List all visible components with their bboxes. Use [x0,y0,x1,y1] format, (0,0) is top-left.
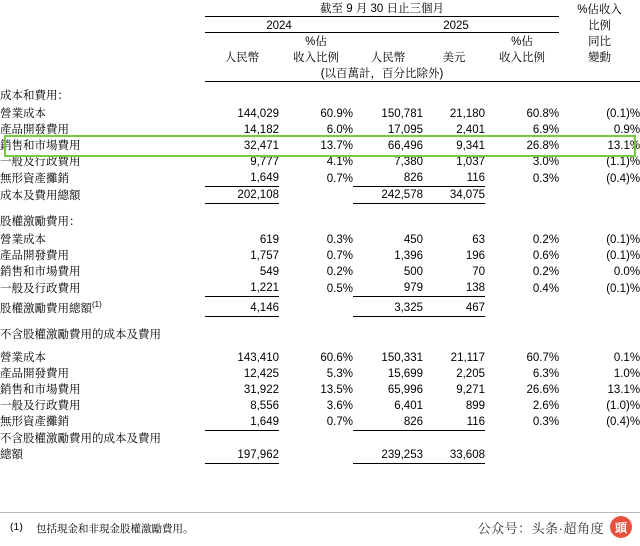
row-rmb-2025: 979 [353,280,423,297]
row-pct-2025 [485,187,559,204]
row-usd-2025: 2,401 [456,124,485,136]
table-row [0,280,640,297]
table-row [0,398,640,414]
row-pct-2025: 2.6% [532,399,560,412]
header-year-2025: 2025 [353,17,559,33]
row-change: (1.0)% [606,399,640,412]
row-rmb-2025: 1,396 [394,250,423,262]
table-row [0,366,640,382]
row-pct-2024: 0.7% [326,172,353,185]
row-rmb-2025: 450 [403,234,423,246]
section-title-1: 股權激勵費用： [0,216,81,228]
spacer-row [0,204,640,214]
row-pct-2025: 0.2% [532,266,560,278]
footnote-marker: (1) [10,521,23,533]
row-rmb-2024: 144,029 [237,108,279,120]
row-pct-2025: 0.4% [532,282,560,295]
row-label: 股權激勵費用總額 [0,302,92,315]
row-change [559,447,640,464]
row-rmb-2025: 239,253 [353,447,423,464]
row-change: (1.1)% [606,156,640,168]
row-label: 營業成本 [0,351,46,364]
row-rmb-2025: 3,325 [353,297,423,317]
watermark-logo-icon: 頭 [610,516,632,538]
row-rmb-2024: 1,649 [205,170,279,187]
table-total-row [0,297,640,317]
row-pct-2024: 60.9% [320,108,353,120]
table-row [0,106,640,122]
row-rmb-2025: 150,331 [381,351,423,364]
row-usd-2025: 1,037 [456,156,485,168]
row-usd-2025: 9,341 [456,140,485,152]
header-blank4 [205,33,279,50]
row-pct-2024 [279,297,353,317]
row-pct-2024: 13.7% [320,140,353,152]
row-pct-2025: 0.2% [532,234,560,246]
row-rmb-2024: 202,108 [205,187,279,204]
header-last-line1: %佔收入 [577,3,622,16]
row-pct-2024: 0.5% [326,282,353,295]
table-total-row [0,430,640,447]
row-rmb-2024: 32,471 [243,140,279,152]
header-period-row [0,0,640,17]
header-last-line2: 比例 [588,19,612,32]
section-title-0: 成本和費用： [0,90,69,102]
header-last-line4: 變動 [588,52,612,64]
header-unit-row [0,65,640,82]
header-pct24-line1: %佔 [305,36,327,48]
header-blank6 [423,33,485,50]
row-usd-2025: 138 [423,280,485,297]
row-change: 13.1% [607,383,640,396]
header-blank8 [0,65,205,82]
header-pct25-line1: %佔 [511,36,533,48]
header-period-title: 截至 9 月 30 日止三個月 [205,0,559,17]
section-title-row [0,87,640,106]
table-row [0,170,640,187]
row-change: (0.1)% [606,250,640,262]
watermark [478,516,632,538]
table-row [0,154,640,170]
row-label: 無形資產攤銷 [0,416,69,429]
watermark-text: 公众号：头条·超角度 [477,520,604,536]
row-label: 銷售和市場費用 [0,140,81,152]
row-label: 營業成本 [0,108,46,120]
header-blank2 [0,17,205,33]
row-change: 0.9% [613,124,640,136]
row-usd-2025: 33,608 [423,447,485,464]
row-label: 一般及行政費用 [0,399,81,412]
row-rmb-2024: 1,649 [205,414,279,431]
row-usd-2025: 63 [472,234,485,246]
header-blank3 [0,33,205,50]
row-pct-2024: 5.3% [326,367,353,380]
row-pct-2025 [485,447,559,464]
row-pct-2025: 0.6% [532,250,560,262]
row-rmb-2025: 826 [353,170,423,187]
row-pct-2024: 0.3% [326,234,353,246]
row-rmb-2024: 549 [259,266,279,278]
row-rmb-2024: 1,221 [205,280,279,297]
section-title-row [0,326,640,345]
row-usd-2025: 467 [423,297,485,317]
row-rmb-2024: 9,777 [250,156,279,168]
row-change: 13.1% [607,140,640,152]
row-label: 成本及費用總額 [0,189,81,202]
row-rmb-2024: 197,962 [205,447,279,464]
row-change: (0.4)% [606,172,640,185]
row-usd-2025: 9,271 [456,383,485,396]
row-change: 0.1% [613,351,640,364]
row-rmb-2024: 4,146 [205,297,279,317]
row-rmb-2025: 17,095 [387,124,423,136]
row-pct-2025: 26.8% [526,140,560,152]
row-label: 不含股權激勵費用的成本及費用 [0,432,161,445]
table-row [0,232,640,248]
row-change: 1.0% [613,367,640,380]
row-pct-2024: 6.0% [326,124,353,136]
row-label: 無形資產攤銷 [0,172,69,185]
row-label: 產品開發費用 [0,124,69,136]
row-rmb-2024: 143,410 [237,351,279,364]
header-rmb-2024: 人民幣 [224,52,260,64]
header-blank7 [0,49,205,65]
row-pct-2025: 0.3% [532,172,560,185]
row-rmb-2025: 500 [403,266,423,278]
table-row [0,264,640,280]
row-pct-2025 [485,297,559,317]
header-year-2024: 2024 [205,17,353,33]
row-usd-2025: 899 [465,399,485,412]
row-pct-2024: 0.2% [326,266,353,278]
row-pct-2024: 0.7% [326,250,353,262]
row-rmb-2025: 7,380 [394,156,423,168]
row-usd-2025: 116 [423,414,485,431]
row-pct-2025: 6.3% [532,367,560,380]
header-pct24-line2: 收入比例 [293,52,339,64]
row-pct-2024: 0.7% [326,416,353,429]
row-pct-2025: 6.9% [532,124,560,136]
row-change [559,297,640,317]
section-title-2: 不含股權激勵費用的成本及費用 [0,328,161,341]
row-usd-2025: 21,180 [449,108,485,120]
header-sub-row-1 [0,33,640,50]
row-change: (0.1)% [606,234,640,246]
row-pct-2024: 4.1% [326,156,353,168]
table-row [0,414,640,431]
row-rmb-2025: 66,496 [387,140,423,152]
header-year-row [0,17,640,33]
row-label: 銷售和市場費用 [0,383,81,396]
row-pct-2025: 0.3% [532,416,560,429]
row-pct-2024 [279,447,353,464]
row-label: 銷售和市場費用 [0,266,81,278]
table-row [0,350,640,366]
row-usd-2025: 70 [472,266,485,278]
table-total-row-cont [0,447,640,464]
row-rmb-2024: 31,922 [243,383,279,396]
header-sub-row-2 [0,49,640,65]
table-row [0,248,640,264]
header-usd-2025: 美元 [442,52,466,64]
row-change: (0.1)% [606,282,640,295]
header-last-rule [559,65,640,82]
spacer-row [0,316,640,326]
table-row-highlighted [0,138,640,154]
row-label: 產品開發費用 [0,250,69,262]
table-row [0,382,640,398]
row-label-wrap [0,297,205,317]
row-rmb-2025: 150,781 [381,108,423,120]
header-last-line3: 同比 [588,36,612,48]
row-label-2: 總額 [0,449,23,462]
row-label: 一般及行政費用 [0,156,81,168]
footer-divider [0,512,640,513]
row-usd-2025: 21,117 [450,351,485,364]
row-usd-2025: 34,075 [423,187,485,204]
row-rmb-2024: 619 [259,234,279,246]
header-unit-note: (以百萬計，百分比除外) [205,65,559,82]
row-pct-2024: 3.6% [326,399,353,412]
row-rmb-2025: 242,578 [353,187,423,204]
table-total-row [0,187,640,204]
row-rmb-2024: 14,182 [243,124,279,136]
row-change [559,187,640,204]
footnote-ref: (1) [92,299,102,309]
row-change: (0.4)% [606,416,640,429]
table-row [0,122,640,138]
row-change: 0.0% [613,266,640,278]
row-rmb-2025: 826 [353,414,423,431]
row-rmb-2024: 12,425 [243,367,279,380]
row-pct-2024: 13.5% [320,383,353,396]
row-usd-2025: 2,205 [456,367,485,380]
header-blank5 [353,33,423,50]
row-pct-2025: 60.8% [526,108,560,120]
row-pct-2024: 60.6% [320,351,353,364]
row-change: (0.1)% [606,108,640,120]
row-rmb-2024: 1,757 [250,250,279,262]
row-rmb-2025: 65,996 [387,383,423,396]
row-rmb-2025: 6,401 [394,399,423,412]
row-rmb-2024: 8,556 [250,399,279,412]
row-label: 產品開發費用 [0,367,69,380]
row-usd-2025: 196 [465,250,485,262]
header-pct25-line2: 收入比例 [499,52,546,64]
row-pct-2025: 60.7% [526,351,560,364]
footnote-text: 包括現金和非現金股權激勵費用。 [36,523,194,535]
section-title-row [0,213,640,232]
row-pct-2025: 3.0% [532,156,560,168]
row-pct-2025: 26.6% [526,383,560,396]
header-blank [0,0,205,17]
row-usd-2025: 116 [423,170,485,187]
header-rmb-2025: 人民幣 [370,52,406,64]
row-pct-2024 [279,187,353,204]
row-rmb-2025: 15,699 [387,367,423,380]
row-label: 一般及行政費用 [0,282,81,295]
row-label: 營業成本 [0,234,46,246]
